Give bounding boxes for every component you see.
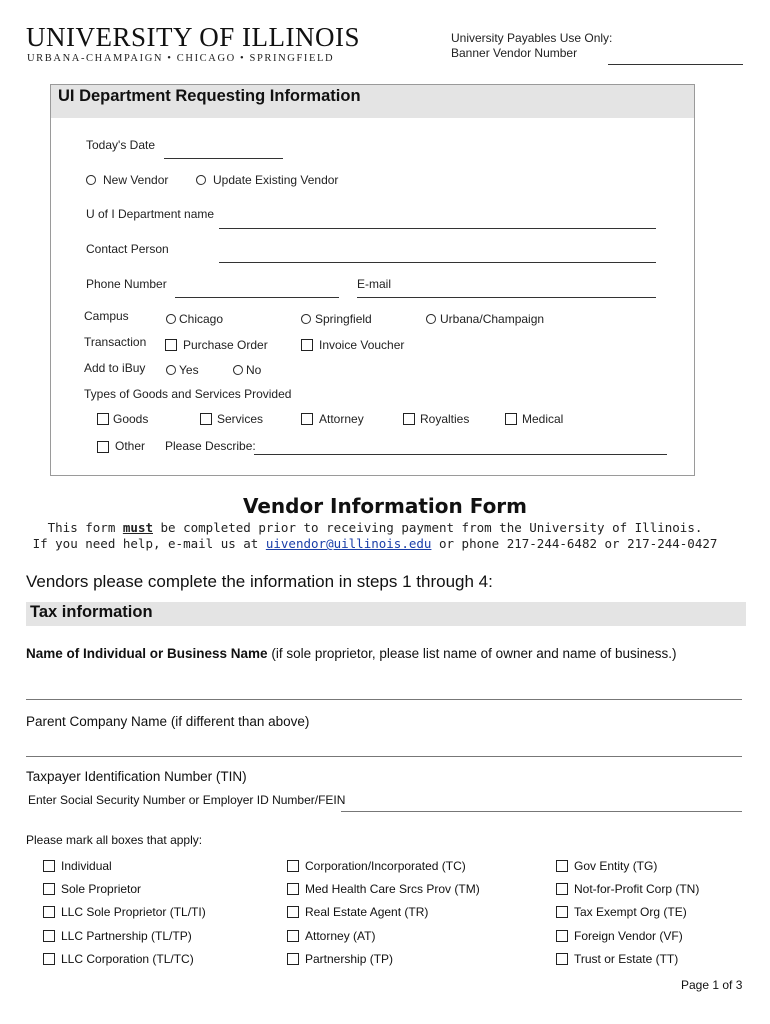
med-health-label: Med Health Care Srcs Prov (TM): [305, 882, 480, 896]
services-checkbox[interactable]: [200, 413, 212, 425]
parent-company-label: Parent Company Name (if different than above): [26, 714, 310, 729]
email-label: E-mail: [357, 277, 392, 291]
llc-corporation-label: LLC Corporation (TL/TC): [61, 952, 194, 966]
instruction-2-pre: If you need help, e-mail us at: [32, 536, 266, 551]
ibuy-yes-radio[interactable]: [166, 365, 176, 375]
university-logo: UNIVERSITY OF ILLINOIS: [26, 22, 360, 52]
banner-vendor-label: Banner Vendor Number: [451, 46, 578, 60]
real-estate-checkbox[interactable]: [287, 906, 299, 918]
corporation-label: Corporation/Incorporated (TC): [305, 859, 466, 873]
goods-label: Goods: [113, 412, 149, 426]
llc-corporation-checkbox[interactable]: [43, 953, 55, 965]
llc-sole-checkbox[interactable]: [43, 906, 55, 918]
department-title: UI Department Requesting Information: [58, 87, 361, 105]
corporation-checkbox[interactable]: [287, 860, 299, 872]
gov-entity-label: Gov Entity (TG): [574, 859, 658, 873]
phone-field[interactable]: [175, 297, 339, 298]
med-health-checkbox[interactable]: [287, 883, 299, 895]
campus-label: Campus: [84, 309, 129, 323]
ibuy-label: Add to iBuy: [84, 361, 146, 375]
tin-label: Taxpayer Identification Number (TIN): [26, 769, 247, 784]
tax-exempt-label: Tax Exempt Org (TE): [574, 905, 687, 919]
new-vendor-radio[interactable]: [86, 175, 96, 185]
foreign-vendor-checkbox[interactable]: [556, 930, 568, 942]
transaction-label: Transaction: [84, 335, 147, 349]
parent-company-field[interactable]: [26, 756, 742, 757]
royalties-label: Royalties: [420, 412, 470, 426]
dept-name-field[interactable]: [219, 228, 656, 229]
gov-entity-checkbox[interactable]: [556, 860, 568, 872]
services-label: Services: [217, 412, 264, 426]
foreign-vendor-label: Foreign Vendor (VF): [574, 929, 683, 943]
goods-services-label: Types of Goods and Services Provided: [84, 387, 292, 401]
invoice-voucher-checkbox[interactable]: [301, 339, 313, 351]
ibuy-yes-label: Yes: [179, 363, 199, 377]
describe-field[interactable]: [254, 454, 667, 455]
ibuy-no-label: No: [246, 363, 262, 377]
business-name-label: [26, 646, 677, 661]
sole-proprietor-checkbox[interactable]: [43, 883, 55, 895]
attorney-goods-checkbox[interactable]: [301, 413, 313, 425]
payables-label: University Payables Use Only:: [451, 31, 613, 45]
campus-urbana-label: Urbana/Champaign: [440, 312, 545, 326]
attorney-tax-label: Attorney (AT): [305, 929, 376, 943]
todays-date-label: Today's Date: [86, 138, 155, 152]
trust-estate-checkbox[interactable]: [556, 953, 568, 965]
tax-exempt-checkbox[interactable]: [556, 906, 568, 918]
medical-label: Medical: [522, 412, 564, 426]
form-title: Vendor Information Form: [242, 494, 528, 518]
not-for-profit-checkbox[interactable]: [556, 883, 568, 895]
new-vendor-label: New Vendor: [103, 173, 169, 187]
invoice-voucher-label: Invoice Voucher: [319, 338, 405, 352]
tin-field[interactable]: [341, 811, 742, 812]
partnership-checkbox[interactable]: [287, 953, 299, 965]
dept-name-label: U of I Department name: [86, 207, 215, 221]
medical-checkbox[interactable]: [505, 413, 517, 425]
purchase-order-checkbox[interactable]: [165, 339, 177, 351]
ibuy-no-radio[interactable]: [233, 365, 243, 375]
campus-springfield-label: Springfield: [315, 312, 372, 326]
business-name-note: (if sole proprietor, please list name of owner and name of business.): [267, 646, 677, 661]
email-field[interactable]: [357, 297, 656, 298]
tin-sublabel: Enter Social Security Number or Employer ID Number/FEIN: [28, 793, 346, 807]
campus-urbana-radio[interactable]: [426, 314, 436, 324]
business-name-bold: Name of Individual or Business Name: [26, 646, 268, 661]
contact-person-label: Contact Person: [86, 242, 169, 256]
instruction-2-post: or phone 217-244-6482 or 217-244-0427: [431, 536, 718, 551]
tax-info-title: Tax information: [30, 603, 153, 621]
business-name-field[interactable]: [26, 699, 742, 700]
banner-vendor-field[interactable]: [608, 64, 743, 65]
instruction-1-pre: This form: [47, 520, 123, 535]
individual-label: Individual: [61, 859, 112, 873]
mark-boxes-label: Please mark all boxes that apply:: [26, 833, 203, 847]
form-instruction-1: [0, 520, 750, 535]
update-vendor-radio[interactable]: [196, 175, 206, 185]
llc-sole-label: LLC Sole Proprietor (TL/TI): [61, 905, 206, 919]
sole-proprietor-label: Sole Proprietor: [61, 882, 142, 896]
other-checkbox[interactable]: [97, 441, 109, 453]
llc-partnership-label: LLC Partnership (TL/TP): [61, 929, 192, 943]
other-label: Other: [115, 439, 146, 453]
university-campuses: URBANA-CHAMPAIGN • CHICAGO • SPRINGFIELD: [27, 53, 335, 64]
page-number: Page 1 of 3: [681, 978, 743, 992]
campus-springfield-radio[interactable]: [301, 314, 311, 324]
individual-checkbox[interactable]: [43, 860, 55, 872]
phone-label: Phone Number: [86, 277, 167, 291]
not-for-profit-label: Not-for-Profit Corp (TN): [574, 882, 700, 896]
campus-chicago-radio[interactable]: [166, 314, 176, 324]
campus-chicago-label: Chicago: [179, 312, 224, 326]
real-estate-label: Real Estate Agent (TR): [305, 905, 429, 919]
attorney-goods-label: Attorney: [319, 412, 364, 426]
attorney-tax-checkbox[interactable]: [287, 930, 299, 942]
steps-heading: Vendors please complete the information in steps 1 through 4:: [26, 572, 493, 591]
trust-estate-label: Trust or Estate (TT): [574, 952, 679, 966]
todays-date-field[interactable]: [164, 158, 283, 159]
goods-checkbox[interactable]: [97, 413, 109, 425]
instruction-1-post: be completed prior to receiving payment from the University of Illinois.: [153, 520, 703, 535]
support-email-link[interactable]: uivendor@uillinois.edu: [265, 536, 432, 551]
purchase-order-label: Purchase Order: [183, 338, 268, 352]
describe-label: Please Describe:: [165, 439, 256, 453]
contact-person-field[interactable]: [219, 262, 656, 263]
form-instruction-2: [0, 536, 750, 551]
llc-partnership-checkbox[interactable]: [43, 930, 55, 942]
partnership-label: Partnership (TP): [305, 952, 394, 966]
update-vendor-label: Update Existing Vendor: [213, 173, 339, 187]
instruction-must: must: [122, 520, 153, 535]
royalties-checkbox[interactable]: [403, 413, 415, 425]
